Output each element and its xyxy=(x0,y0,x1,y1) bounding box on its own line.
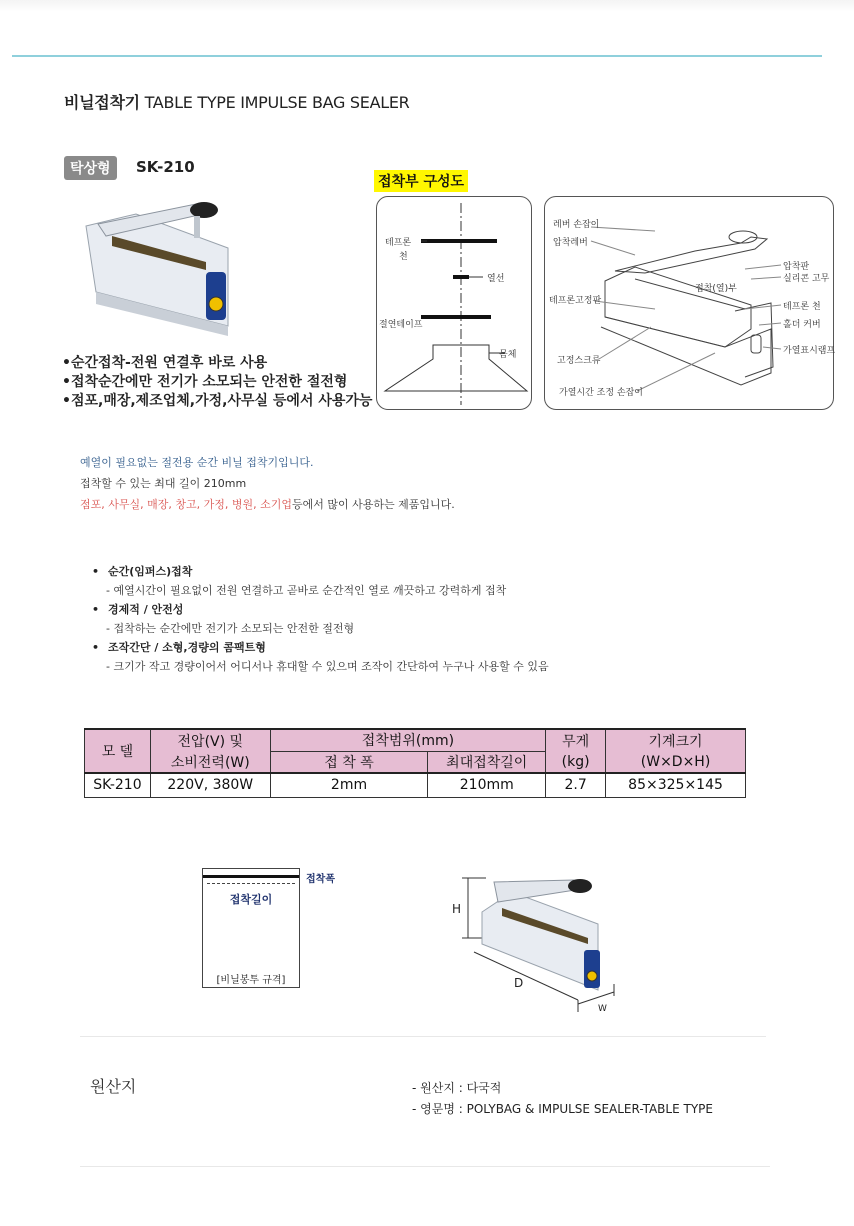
origin-title: 원산지 xyxy=(90,1077,137,1096)
benefit-desc: - 크기가 작고 경량이어서 어디서나 휴대할 수 있으며 조작이 간단하여 누구나 사용할 수 있음 xyxy=(106,660,549,673)
label-insulation-tape: 절연테이프 xyxy=(379,320,423,330)
header-seal-range: 접착범위(mm) xyxy=(270,729,546,751)
feature-list xyxy=(62,354,372,411)
label-fix-screw: 고정스크류 xyxy=(557,356,601,366)
top-faint-band xyxy=(0,0,854,12)
origin-item: - 원산지 : 다국적 xyxy=(412,1081,502,1095)
dimension-photo xyxy=(448,872,624,1020)
machine-parts-diagram xyxy=(544,196,834,410)
feature-item: •순간접착-전원 연결후 바로 사용 xyxy=(62,355,268,371)
seal-width-label: 접착폭 xyxy=(306,874,335,885)
dim-h-label: H xyxy=(452,902,462,916)
label-teflon-cloth: 테프론 천 xyxy=(783,302,821,312)
cell-weight: 2.7 xyxy=(546,773,606,797)
benefit-desc: - 예열시간이 필요없이 전원 연결하고 곧바로 순간적인 열로 깨끗하고 강력하게 접착 xyxy=(106,584,507,597)
label-seal-lever: 압착레버 xyxy=(553,238,588,248)
header-voltage-1: 전압(V) 및 xyxy=(150,729,270,751)
type-badge: 탁상형 xyxy=(64,156,117,180)
cross-section-drawing xyxy=(377,197,533,411)
label-silicone-rubber: 실리콘 고무 xyxy=(783,274,830,284)
title-english: TABLE TYPE IMPULSE BAG SEALER xyxy=(144,93,410,112)
label-time-knob: 가열시간 조정 손잡이 xyxy=(559,388,643,398)
cell-seal-length: 210mm xyxy=(428,773,546,797)
bag-spec-label: [비닐봉투 규격] xyxy=(216,975,286,986)
section-divider xyxy=(80,1036,766,1037)
product-photo xyxy=(76,196,252,336)
seal-length-label: 접착길이 xyxy=(229,893,273,906)
benefit-head: • 순간(임퍼스)접착 xyxy=(92,562,549,581)
label-teflon: 테프론 xyxy=(385,238,412,248)
top-divider xyxy=(12,55,822,57)
label-seal-part: 접착(열)부 xyxy=(695,284,737,294)
cell-seal-width: 2mm xyxy=(270,773,428,797)
header-weight-2: (kg) xyxy=(546,751,606,773)
benefit-list xyxy=(92,562,549,676)
header-model: 모 델 xyxy=(85,729,151,773)
label-teflon-cloth: 천 xyxy=(399,252,408,262)
benefit-head: • 경제적 / 안전성 xyxy=(92,600,549,619)
title-korean: 비닐접착기 xyxy=(64,93,140,112)
label-press-plate: 압착판 xyxy=(783,262,810,272)
header-weight-1: 무게 xyxy=(546,729,606,751)
cross-section-diagram xyxy=(376,196,532,410)
intro-line-3 xyxy=(80,494,455,515)
intro-highlight: 점포, 사무실, 매장, 창고, 가정, 병원, 소기업 xyxy=(80,498,292,511)
origin-list xyxy=(412,1078,713,1120)
label-lever-handle: 레버 손잡이 xyxy=(553,220,600,230)
intro-line-3-rest: 등에서 많이 사용하는 제품입니다. xyxy=(291,498,455,511)
label-heat-lamp: 가열표시램프 xyxy=(783,346,836,356)
header-voltage-2: 소비전력(W) xyxy=(150,751,270,773)
label-holder-cover: 홀더 커버 xyxy=(783,320,821,330)
header-seal-width: 접 착 폭 xyxy=(270,751,428,773)
header-size-1: 기계크기 xyxy=(606,729,746,751)
label-body: 몸체 xyxy=(499,350,517,360)
spec-table xyxy=(84,728,746,798)
feature-item: •접착순간에만 전기가 소모되는 안전한 절전형 xyxy=(62,374,348,390)
benefit-desc: - 접착하는 순간에만 전기가 소모되는 안전한 절전형 xyxy=(106,622,355,635)
section-divider xyxy=(80,1166,770,1167)
diagram-title: 접착부 구성도 xyxy=(374,170,468,192)
dim-d-label: D xyxy=(514,976,524,990)
seal-length-arrow xyxy=(207,883,295,884)
label-teflon-fix-plate: 테프론고정판 xyxy=(549,296,602,306)
origin-item: - 영문명 : POLYBAG & IMPULSE SEALER-TABLE TYPE xyxy=(412,1102,713,1116)
cell-voltage: 220V, 380W xyxy=(150,773,270,797)
header-seal-length: 최대접착길이 xyxy=(428,751,546,773)
page-title xyxy=(64,90,409,113)
cell-size: 85×325×145 xyxy=(606,773,746,797)
model-label: SK-210 xyxy=(136,158,195,176)
cell-model: SK-210 xyxy=(85,773,151,797)
bag-seal-line xyxy=(203,875,299,878)
benefit-head: • 조작간단 / 소형,경량의 콤팩트형 xyxy=(92,638,549,657)
feature-item: •점포,매장,제조업체,가정,사무실 등에서 사용가능 xyxy=(62,393,373,409)
intro-line-1: 예열이 필요없는 절전용 순간 비닐 접착기입니다. xyxy=(80,456,314,469)
intro-text xyxy=(80,452,455,515)
bag-diagram xyxy=(202,868,300,988)
intro-line-2: 접착할 수 있는 최대 길이 210mm xyxy=(80,477,247,490)
dim-w-label: W xyxy=(598,1004,607,1014)
label-heater: 열선 xyxy=(487,274,505,284)
header-size-2: (W×D×H) xyxy=(606,751,746,773)
